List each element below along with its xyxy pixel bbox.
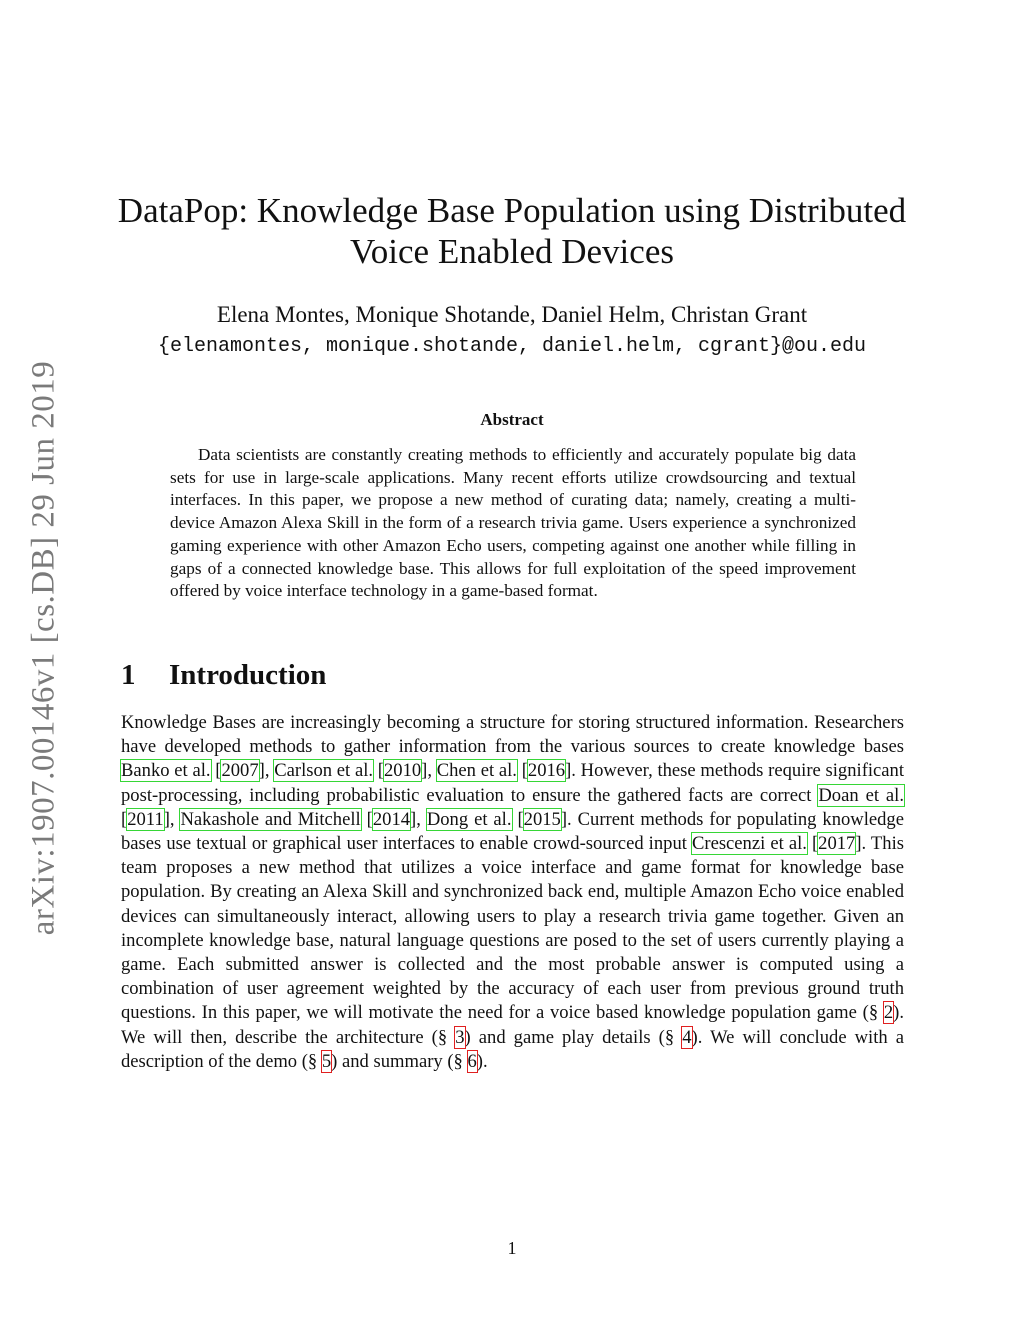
abstract-heading: Abstract bbox=[480, 410, 544, 429]
citation-link-crescenzi[interactable]: Crescenzi et al. bbox=[691, 833, 807, 855]
intro-text: ). We will then, describe the architecture (§ bbox=[121, 1002, 904, 1048]
section-heading-introduction bbox=[121, 657, 326, 693]
intro-text: . Current methods for populating knowledge bases use textual or graphical user interfaces to enable crowd-sourced input bbox=[121, 808, 904, 855]
citation-year-carlson[interactable]: 2010 bbox=[383, 760, 422, 782]
citation-link-doan[interactable]: Doan et al. bbox=[818, 784, 904, 806]
citation-link-carlson[interactable]: Carlson et al. bbox=[274, 760, 374, 782]
page-number: 1 bbox=[507, 1238, 517, 1258]
citation-year-chen[interactable]: 2016 bbox=[527, 760, 566, 782]
author-list: Elena Montes, Monique Shotande, Daniel Helm, Christan Grant bbox=[216, 302, 808, 327]
citation-link-dong[interactable]: Dong et al. bbox=[426, 808, 512, 830]
intro-text: ) and summary (§ bbox=[331, 1050, 468, 1072]
citation-year-nakashole[interactable]: 2014 bbox=[372, 808, 411, 830]
title-line-1: DataPop: Knowledge Base Population using Distributed bbox=[117, 191, 907, 230]
section-ref-3[interactable]: 3 bbox=[455, 1026, 465, 1048]
paper-title bbox=[100, 190, 924, 272]
citation-year-doan[interactable]: 2011 bbox=[127, 808, 164, 830]
title-line-2: Voice Enabled Devices bbox=[350, 232, 674, 271]
section-title: Introduction bbox=[169, 659, 327, 691]
author-emails: {elenamontes, monique.shotande, daniel.helm, cgrant}@ou.edu bbox=[157, 335, 867, 358]
intro-text: ). We will conclude with a description of the demo (§ bbox=[121, 1026, 904, 1072]
intro-text: ). bbox=[476, 1050, 488, 1072]
arxiv-side-stamp: arXiv:1907.00146v1 [cs.DB] 29 Jun 2019 bbox=[25, 360, 62, 936]
introduction-paragraph: Knowledge Bases are increasingly becoming a structure for storing structured information. Researchers have developed methods to gather information from the various sources to create knowledge bases Banko et al. [2007], Carlson et al. [2010], Chen et al. [2016]. However, these methods require significant post-processing, including probabilistic evaluation to ensure the gathered facts are correct Doan et al. [2011], Nakashole and Mitchell [2014], Dong et al. [2015]. Current methods for populating knowledge bases use textual or graphical user interfaces to enable crowd-sourced input Crescenzi et al. [2017]. This team proposes a new method that utilizes a voice interface and game format for knowledge base population. By creating an Alexa Skill and synchronized back end, multiple Amazon Echo voice enabled devices can simultaneously interact, allowing users to play a research trivia game together. Given an incomplete knowledge base, natural language questions are posed to the set of users currently playing a game. Each submitted answer is collected and the most probable answer is computed using a combination of user agreement weighted by the accuracy of each user from previous ground truth questions. In this paper, we will motivate the need for a voice based knowledge population game (§ 2). We will then, describe the architecture (§ 3) and game play details (§ 4). We will conclude with a description of the demo (§ 5) and summary (§ 6). bbox=[121, 712, 905, 1072]
section-ref-5[interactable]: 5 bbox=[321, 1050, 332, 1072]
citation-year-dong[interactable]: 2015 bbox=[523, 808, 561, 830]
citation-link-banko[interactable]: Banko et al. bbox=[121, 760, 211, 782]
section-number: 1 bbox=[121, 659, 136, 691]
intro-text: ) and game play details (§ bbox=[464, 1026, 683, 1048]
citation-link-chen[interactable]: Chen et al. bbox=[436, 760, 517, 782]
abstract-text: Data scientists are constantly creating methods to efficiently and accurately populate big data sets for use in large-scale applications. Many recent efforts utilize crowdsourcing and textual interfaces. In this paper, we propose a new method of curating data; namely, creating a multi-device Amazon Alexa Skill in the form of a research trivia game. Users experience a synchronized gaming experience with other Amazon Echo users, competing against one another while filling in gaps of a connected knowledge base. This allows for full exploitation of the speed improvement offered by voice interface technology in a game-based format. bbox=[170, 445, 856, 601]
citation-link-nakashole[interactable]: Nakashole and Mitchell bbox=[180, 808, 361, 830]
section-ref-6[interactable]: 6 bbox=[467, 1050, 477, 1072]
intro-text: . However, these methods require significant post-processing, including probabilistic evaluation to ensure the gathered facts are correct bbox=[121, 760, 905, 806]
section-ref-4[interactable]: 4 bbox=[682, 1026, 692, 1048]
intro-text: . This team proposes a new method that utilizes a voice interface and game format for knowledge base population. By creating an Alexa Skill and synchronized back end, multiple Amazon Echo voice enabled devices can simultaneously interact, allowing users to play a research trivia game together. Given an incomplete knowledge base, natural language questions are posed to the set of users currently playing a game. Each submitted answer is collected and the most probable answer is computed using a combination of user agreement weighted by the accuracy of each user from previous ground truth questions. In this paper, we will motivate the need for a voice based knowledge population game (§ bbox=[121, 833, 904, 1024]
citation-year-crescenzi[interactable]: 2017 bbox=[818, 833, 856, 855]
section-ref-2[interactable]: 2 bbox=[883, 1002, 894, 1024]
intro-text: Knowledge Bases are increasingly becoming a structure for storing structured information. Researchers have developed methods to gather information from the various sources to create knowledge bases bbox=[121, 712, 904, 758]
citation-year-banko[interactable]: 2007 bbox=[221, 760, 259, 782]
